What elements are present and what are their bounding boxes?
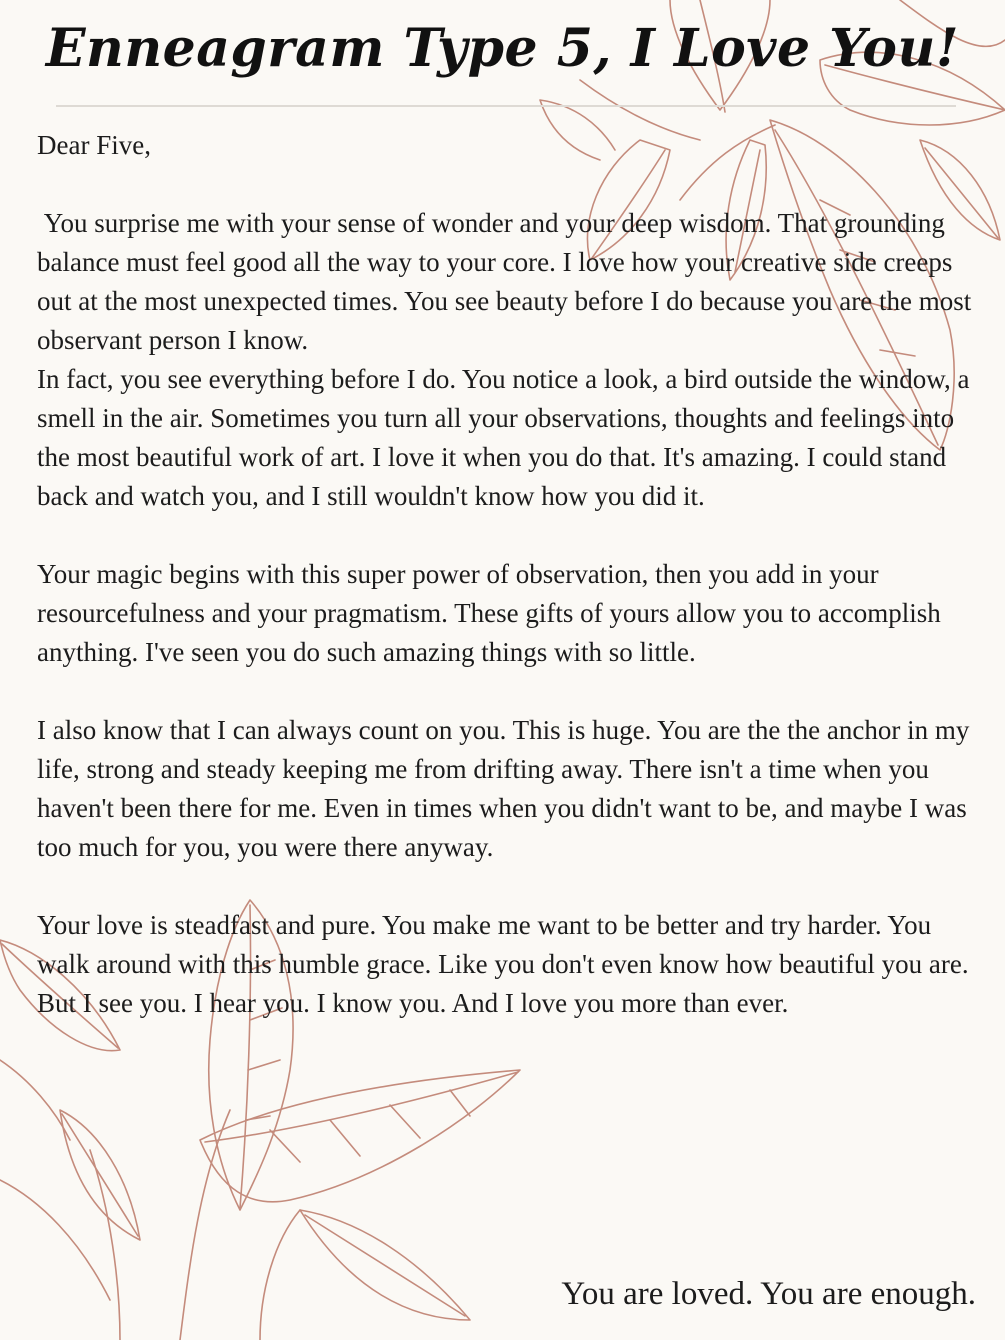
- paragraph-spacer: [37, 165, 982, 204]
- paragraph: Your magic begins with this super power of observation, then you add in your resourcefulness and your pragmatism. These gifts of yours allow you to accomplish anything. I've seen you do such amazing things with so little.: [37, 559, 941, 667]
- paragraph: I also know that I can always count on you. This is huge. You are the the anchor in my life, strong and steady keeping me from drifting away. There isn't a time when you haven't been there for me. Even in times when you didn't want to be, and maybe I was too much for you, you were there anyway.: [37, 715, 970, 862]
- paragraph: Your love is steadfast and pure. You make me want to be better and try harder. You walk around with this humble grace. Like you don't even know how beautiful you are. But I see you. I hear you. I know you. And I love you more than ever.: [37, 910, 969, 1018]
- paragraph-spacer: [37, 867, 982, 906]
- letter-body: [37, 126, 982, 1023]
- salutation: Dear Five,: [37, 130, 151, 160]
- paragraph-spacer: [37, 516, 982, 555]
- paragraph: You surprise me with your sense of wonder and your deep wisdom. That grounding balance must feel good all the way to your core. I love how your creative side creeps out at the most unexpected times. You see beauty before I do because you are the most observant person I know.: [37, 208, 978, 355]
- title-divider: [56, 105, 956, 107]
- letter-title: Enneagram Type 5, I Love You!: [45, 18, 960, 79]
- paragraph-spacer: [37, 672, 982, 711]
- closing-line: You are loved. You are enough.: [561, 1276, 976, 1312]
- paragraph: In fact, you see everything before I do. You notice a look, a bird outside the window, a smell in the air. Sometimes you turn all your observations, thoughts and feelings into the most beautiful work of art. I love it when you do that. It's amazing. I could stand back and watch you, and I still wouldn't know how you did it.: [37, 364, 970, 511]
